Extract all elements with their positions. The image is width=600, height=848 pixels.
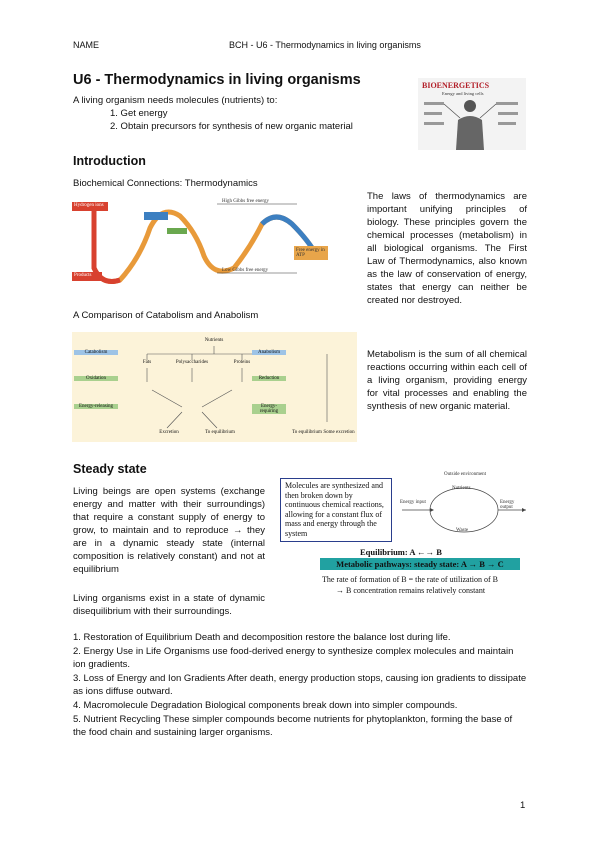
rate-line-1: The rate of formation of B = the rate of utilization of B — [322, 575, 499, 584]
introduction-heading: Introduction — [73, 154, 146, 168]
middle-label: Fats — [142, 360, 152, 365]
cycle-label: Waste — [456, 528, 469, 533]
list-item: 3. Loss of Energy and Ion Gradients After death, energy production stops, causing ion gradients to dissipate as ions diffuse outward. — [73, 673, 527, 697]
list-item: 4. Macromolecule Degradation Biological components break down into simpler compounds. — [73, 700, 458, 711]
list-item: 1. Restoration of Equilibrium Death and decomposition restore the balance lost during life. — [73, 632, 451, 643]
high-energy-label: High Gibbs free energy — [222, 199, 269, 204]
catabolism-anabolism-diagram — [72, 332, 357, 442]
introduction-subheading: Biochemical Connections: Thermodynamics — [73, 178, 258, 189]
cycle-diagram — [400, 470, 528, 544]
bottom-label: Some excretion — [323, 430, 355, 435]
bioenergetics-figure — [418, 78, 526, 150]
recycling-list — [73, 631, 527, 739]
list-item: 5. Nutrient Recycling These simpler compounds become nutrients for phytoplankton, forming the base of the food chain and sustaining larger organisms. — [73, 714, 513, 738]
low-energy-label: Low Gibbs free energy — [222, 268, 269, 273]
bottom-label: To equilibrium — [205, 430, 235, 435]
list-item: 2. Energy Use in Life Organisms use food-derived energy to synthesize complex molecules and maintain ion gradients. — [73, 646, 514, 670]
bioenergetics-title: BIOENERGETICS — [422, 81, 490, 90]
middle-label: Polysaccharides — [175, 360, 209, 365]
intro-lead: A living organism needs molecules (nutrients) to: — [73, 95, 278, 106]
need-item: 2. Obtain precursors for synthesis of new organic material — [110, 121, 353, 132]
stage-label: Energy-releasing — [74, 404, 118, 409]
pathways-banner: Metabolic pathways: steady state: A → B → C — [320, 558, 520, 570]
cycle-label: Outside environment — [444, 472, 487, 477]
comparison-heading: A Comparison of Catabolism and Anabolism — [73, 310, 259, 321]
body-silhouette-icon — [418, 78, 526, 150]
steady-state-heading: Steady state — [73, 462, 147, 476]
page-title: U6 - Thermodynamics in living organisms — [73, 72, 361, 88]
left-bottom-label: Products — [74, 273, 92, 278]
disequilibrium-paragraph: Living organisms exist in a state of dynamic disequilibrium with their surroundings. — [73, 593, 265, 617]
bottom-label: To equilibrium — [292, 430, 322, 435]
rate-line-2: → B concentration remains relatively constant — [336, 586, 486, 595]
bioenergetics-subtitle: Energy and living cells — [442, 91, 484, 96]
synthesis-box: Molecules are synthesized and then broken down by continuous chemical reactions, allowing for a constant flux of mass and energy through the system — [280, 478, 392, 542]
name-label: NAME — [73, 40, 100, 50]
metabolism-paragraph: Metabolism is the sum of all chemical reactions occurring within each cell of a living organism, providing energy for vital processes and enabling the synthesis of new organic material. — [367, 349, 527, 412]
laws-paragraph: The laws of thermodynamics are important unifying principles of biology. These principles govern the chemical processes (metabolism) in all biological organisms. The First Law of Thermodynamics, also known as the law of conservation of energy, states that energy can neither be created nor destroyed. — [367, 191, 527, 306]
thermodynamics-diagram — [72, 198, 357, 302]
stage-label: Catabolism — [74, 350, 118, 355]
nutrients-label: Nutrients — [204, 338, 224, 343]
right-label: Free energy in ATP — [296, 248, 325, 258]
header-course: BCH - U6 - Thermodynamics in living organisms — [229, 40, 421, 50]
bottom-label: Excretion — [159, 430, 179, 435]
page-number: 1 — [520, 800, 526, 811]
left-top-label: Hydrogen ions — [74, 203, 104, 208]
stage-label: Anabolism — [252, 350, 286, 355]
cycle-label: Energy input — [400, 500, 426, 505]
stage-label: Energy-requiring — [252, 404, 286, 414]
steady-state-paragraph: Living beings are open systems (exchange energy and matter with their surroundings) that require a constant supply of energy to grow, to maintain and to reproduce → they are in a dynamic steady state (internal composition is relatively constant) and not at equilibrium — [73, 486, 265, 575]
arrows-icon — [72, 332, 357, 442]
need-item: 1. Get energy — [110, 108, 168, 119]
stage-label: Oxidation — [74, 376, 118, 381]
middle-label: Proteins — [233, 360, 251, 365]
cycle-label: Energy output — [500, 500, 515, 510]
equilibrium-line: Equilibrium: A ←→ B — [360, 547, 442, 557]
cycle-label: Nutrients — [452, 486, 471, 491]
stage-label: Reduction — [252, 376, 286, 381]
